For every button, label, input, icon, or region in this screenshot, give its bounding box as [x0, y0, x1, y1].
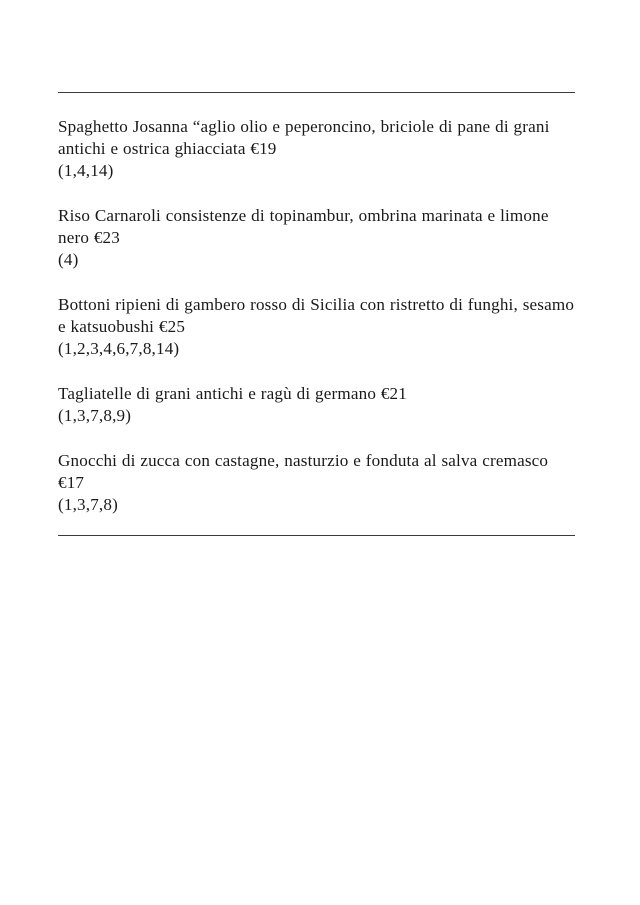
menu-item-list: [58, 93, 575, 516]
menu-item: [58, 294, 575, 360]
bottom-divider-rule: [58, 535, 575, 536]
menu-item-allergens: (4): [58, 250, 79, 269]
menu-item-allergens: (1,4,14): [58, 161, 114, 180]
menu-item-description: Riso Carnaroli consistenze di topinambur, ombrina marinata e limone nero €23: [58, 206, 549, 247]
menu-item: [58, 450, 575, 516]
menu-item-description: Tagliatelle di grani antichi e ragù di germano €21: [58, 384, 407, 403]
menu-item: [58, 116, 575, 182]
menu-item-allergens: (1,3,7,8): [58, 495, 118, 514]
menu-item: [58, 383, 575, 427]
menu-section: [58, 92, 575, 536]
menu-item: [58, 205, 575, 271]
menu-item-description: Spaghetto Josanna “aglio olio e peperoncino, briciole di pane di grani antichi e ostrica ghiacciata €19: [58, 117, 550, 158]
menu-item-allergens: (1,2,3,4,6,7,8,14): [58, 339, 180, 358]
menu-item-description: Bottoni ripieni di gambero rosso di Sicilia con ristretto di funghi, sesamo e katsuobushi €25: [58, 295, 575, 336]
menu-item-description: Gnocchi di zucca con castagne, nasturzio e fonduta al salva cremasco €17: [58, 451, 549, 492]
menu-item-allergens: (1,3,7,8,9): [58, 406, 132, 425]
